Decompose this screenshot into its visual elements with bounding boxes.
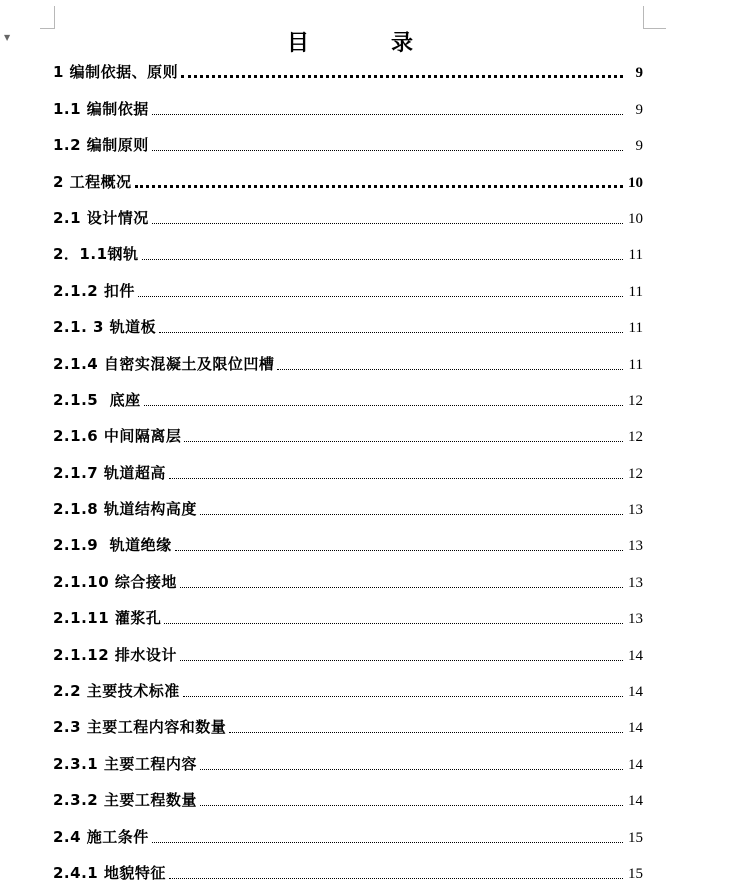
- toc-entry[interactable]: [53, 52, 643, 88]
- toc-leader-dots: [175, 550, 623, 551]
- toc-leader-dots: [169, 878, 623, 879]
- toc-entry[interactable]: [53, 853, 643, 889]
- toc-entry-page-number: 12: [628, 465, 643, 482]
- toc-leader-dots: [200, 514, 623, 515]
- toc-entry-label: 2.3.2 主要工程数量: [53, 791, 197, 810]
- toc-entry[interactable]: [53, 671, 643, 707]
- toc-leader-dots: [152, 150, 623, 151]
- toc-leader-dots: [229, 732, 623, 733]
- toc-entry[interactable]: [53, 561, 643, 597]
- toc-entry[interactable]: [53, 307, 643, 343]
- toc-entry-label: 2.1.11 灌浆孔: [53, 609, 162, 628]
- toc-entry-page-number: 11: [628, 247, 643, 264]
- toc-title: 目 录: [286, 30, 443, 56]
- collapse-arrow-icon[interactable]: ▼: [4, 33, 11, 42]
- toc-entry-page-number: 14: [628, 647, 643, 664]
- toc-leader-dots: [200, 769, 623, 770]
- toc-entry[interactable]: [53, 525, 643, 561]
- toc-entry-label: 2.1.9 轨道绝缘: [53, 536, 172, 555]
- toc-entry-page-number: 14: [628, 720, 643, 737]
- toc-entry-page-number: 11: [628, 283, 643, 300]
- toc-entry-page-number: 14: [628, 684, 643, 701]
- toc-entry-page-number: 13: [628, 538, 643, 555]
- toc-leader-dots: [200, 805, 623, 806]
- toc-entry-label: 2.1 设计情况: [53, 208, 149, 227]
- toc-entry-page-number: 11: [628, 356, 643, 373]
- toc-entry-page-number: 12: [628, 429, 643, 446]
- toc-entry-label: 2.3 主要工程内容和数量: [53, 718, 227, 737]
- toc-entry-label: 1 编制依据、原则: [53, 63, 179, 82]
- toc-entry-label: 2.1. 3 轨道板: [53, 318, 157, 337]
- toc-leader-dots: [183, 696, 623, 697]
- toc-entry-label: 1.2 编制原则: [53, 136, 149, 155]
- toc-entry[interactable]: [53, 743, 643, 779]
- toc-entry[interactable]: [53, 198, 643, 234]
- toc-entry-label: 2.1.4 自密实混凝土及限位凹槽: [53, 354, 275, 373]
- toc-entry[interactable]: [53, 88, 643, 124]
- toc-entry[interactable]: [53, 707, 643, 743]
- toc-entry[interactable]: [53, 598, 643, 634]
- toc-entry-label: 2.1.6 中间隔离层: [53, 427, 182, 446]
- toc-entry-page-number: 9: [635, 138, 643, 155]
- toc-entry[interactable]: [53, 416, 643, 452]
- toc-entry-label: 2.4.1 地貌特征: [53, 863, 166, 882]
- toc-leader-dots: [180, 660, 623, 661]
- toc-entry[interactable]: [53, 380, 643, 416]
- toc-entry-page-number: 9: [635, 65, 643, 82]
- toc-entry[interactable]: [53, 634, 643, 670]
- toc-entry-page-number: 13: [628, 502, 643, 519]
- toc-entry-page-number: 14: [628, 793, 643, 810]
- toc-leader-dots: [135, 185, 623, 188]
- toc-entry[interactable]: [53, 816, 643, 852]
- toc-leader-dots: [152, 842, 623, 843]
- toc-entry-label: 2.1.10 综合接地: [53, 572, 177, 591]
- toc-entry-label: 2.4 施工条件: [53, 827, 149, 846]
- toc-leader-dots: [184, 441, 623, 442]
- toc-entry-page-number: 13: [628, 574, 643, 591]
- toc-leader-dots: [181, 75, 623, 78]
- toc-entry-label: 1.1 编制依据: [53, 99, 149, 118]
- toc-entry-label: 2 工程概况: [53, 172, 132, 191]
- toc-leader-dots: [164, 623, 623, 624]
- toc-entry-page-number: 14: [628, 756, 643, 773]
- toc-entry-page-number: 15: [628, 829, 643, 846]
- toc-entry-page-number: 9: [635, 101, 643, 118]
- toc-entry[interactable]: [53, 780, 643, 816]
- toc-entry-label: 2.1.8 轨道结构高度: [53, 500, 197, 519]
- toc-entry-label: 2.1.12 排水设计: [53, 645, 177, 664]
- toc-entry-page-number: 10: [628, 210, 643, 227]
- toc-entry-page-number: 11: [628, 320, 643, 337]
- toc-leader-dots: [152, 223, 623, 224]
- toc-leader-dots: [277, 369, 623, 370]
- toc-entry[interactable]: [53, 125, 643, 161]
- toc-list: [53, 52, 643, 889]
- toc-entry-page-number: 15: [628, 865, 643, 882]
- toc-entry[interactable]: [53, 452, 643, 488]
- toc-leader-dots: [159, 332, 623, 333]
- toc-entry-label: 2．1.1钢轨: [53, 245, 139, 264]
- toc-entry-label: 2.1.5 底座: [53, 390, 141, 409]
- toc-entry-page-number: 12: [628, 392, 643, 409]
- toc-leader-dots: [169, 478, 623, 479]
- toc-leader-dots: [152, 114, 623, 115]
- toc-entry-label: 2.2 主要技术标准: [53, 682, 180, 701]
- toc-entry[interactable]: [53, 161, 643, 197]
- toc-entry-label: 2.1.2 扣件: [53, 281, 135, 300]
- toc-leader-dots: [138, 296, 623, 297]
- toc-leader-dots: [142, 259, 623, 260]
- toc-entry-label: 2.1.7 轨道超高: [53, 463, 166, 482]
- toc-entry[interactable]: [53, 234, 643, 270]
- toc-entry[interactable]: [53, 343, 643, 379]
- toc-entry[interactable]: [53, 489, 643, 525]
- toc-leader-dots: [144, 405, 623, 406]
- toc-entry-page-number: 13: [628, 611, 643, 628]
- toc-entry[interactable]: [53, 270, 643, 306]
- toc-leader-dots: [180, 587, 623, 588]
- toc-entry-label: 2.3.1 主要工程内容: [53, 754, 197, 773]
- toc-entry-page-number: 10: [628, 174, 643, 191]
